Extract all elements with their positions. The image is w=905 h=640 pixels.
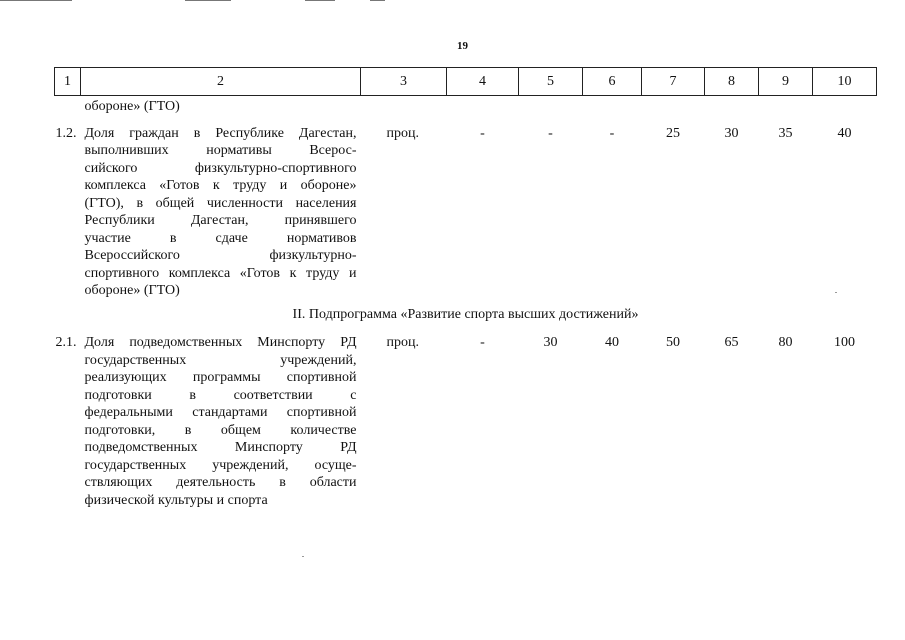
value-cell: 30 (724, 125, 739, 141)
value-cell: 65 (724, 335, 739, 350)
description-line: Республики Дагестан, принявшего (84, 213, 357, 228)
description-line: Доля граждан в Республике Дагестан, (84, 125, 357, 141)
value-cell: 40 (605, 335, 619, 350)
col-header-10: 10 (813, 68, 877, 96)
description-line: (ГТО), в общей численности населения (84, 195, 357, 211)
value-cell: - (480, 125, 485, 141)
scan-speck (835, 292, 837, 293)
header-row (55, 68, 877, 96)
description-line: подготовки в соответствии с (84, 387, 357, 403)
value-cell: 40 (837, 125, 852, 141)
value-cell: - (480, 335, 485, 350)
col-header-7: 7 (642, 68, 705, 96)
value-cell: 50 (666, 335, 680, 350)
description-line: спортивного комплекса «Готов к труду и (84, 265, 357, 281)
page-number: 19 (457, 40, 468, 52)
unit-cell: проц. (386, 125, 419, 141)
description-line: подготовки, в общем количестве (84, 422, 357, 438)
description-line: участие в сдаче нормативов (84, 230, 357, 246)
value-cell: 35 (778, 125, 793, 141)
value-cell: 100 (834, 335, 855, 350)
row-description (81, 125, 361, 300)
col-header-3: 3 (361, 68, 447, 96)
description-line: государственных учреждений, осуще- (84, 457, 357, 473)
description-line: сийского физкультурно-спортивного (84, 160, 357, 176)
indicators-table (54, 67, 877, 509)
col-header-5: 5 (519, 68, 583, 96)
section-row (55, 300, 877, 335)
row-number: 1.2. (55, 125, 77, 141)
value-cell: - (609, 125, 615, 141)
description-line: Доля подведомственных Минспорту РД (84, 335, 357, 350)
unit-cell: проц. (386, 335, 419, 350)
col-header-9: 9 (759, 68, 813, 96)
value-cell: 30 (543, 335, 558, 350)
table-row-1-2 (55, 125, 877, 300)
scan-speck (302, 556, 304, 557)
description-line: Всероссийского физкультурно- (84, 248, 357, 263)
description-line: ствляющих деятельность в области (84, 475, 357, 490)
value-cell: 80 (778, 335, 793, 350)
section-title: II. Подпрограмма «Развитие спорта высших достижений» (292, 306, 639, 322)
row-description (81, 334, 361, 509)
description-line: подведомственных Минспорту РД (84, 440, 357, 455)
scan-edge-marks (0, 0, 905, 4)
description-line: федеральными стандартами спортивной (84, 405, 357, 420)
description-line: комплекса «Готов к труду и обороне» (84, 178, 357, 193)
col-header-6: 6 (583, 68, 642, 96)
description-line: обороне» (ГТО) (84, 283, 180, 298)
value-cell: - (548, 125, 553, 141)
col-header-2: 2 (81, 68, 361, 96)
continuation-row (55, 96, 877, 116)
col-header-1: 1 (55, 68, 81, 96)
table-row-2-1 (55, 334, 877, 509)
description-line: реализующих программы спортивной (84, 370, 357, 385)
row-number: 2.1. (55, 335, 77, 350)
col-header-4: 4 (447, 68, 519, 96)
description-line: физической культуры и спорта (84, 492, 268, 508)
value-cell: 25 (666, 125, 680, 141)
continuation-text: обороне» (ГТО) (84, 99, 180, 114)
description-line: выполнивших нормативы Всерос- (84, 143, 357, 158)
col-header-8: 8 (705, 68, 759, 96)
description-line: государственных учреждений, (84, 352, 357, 368)
